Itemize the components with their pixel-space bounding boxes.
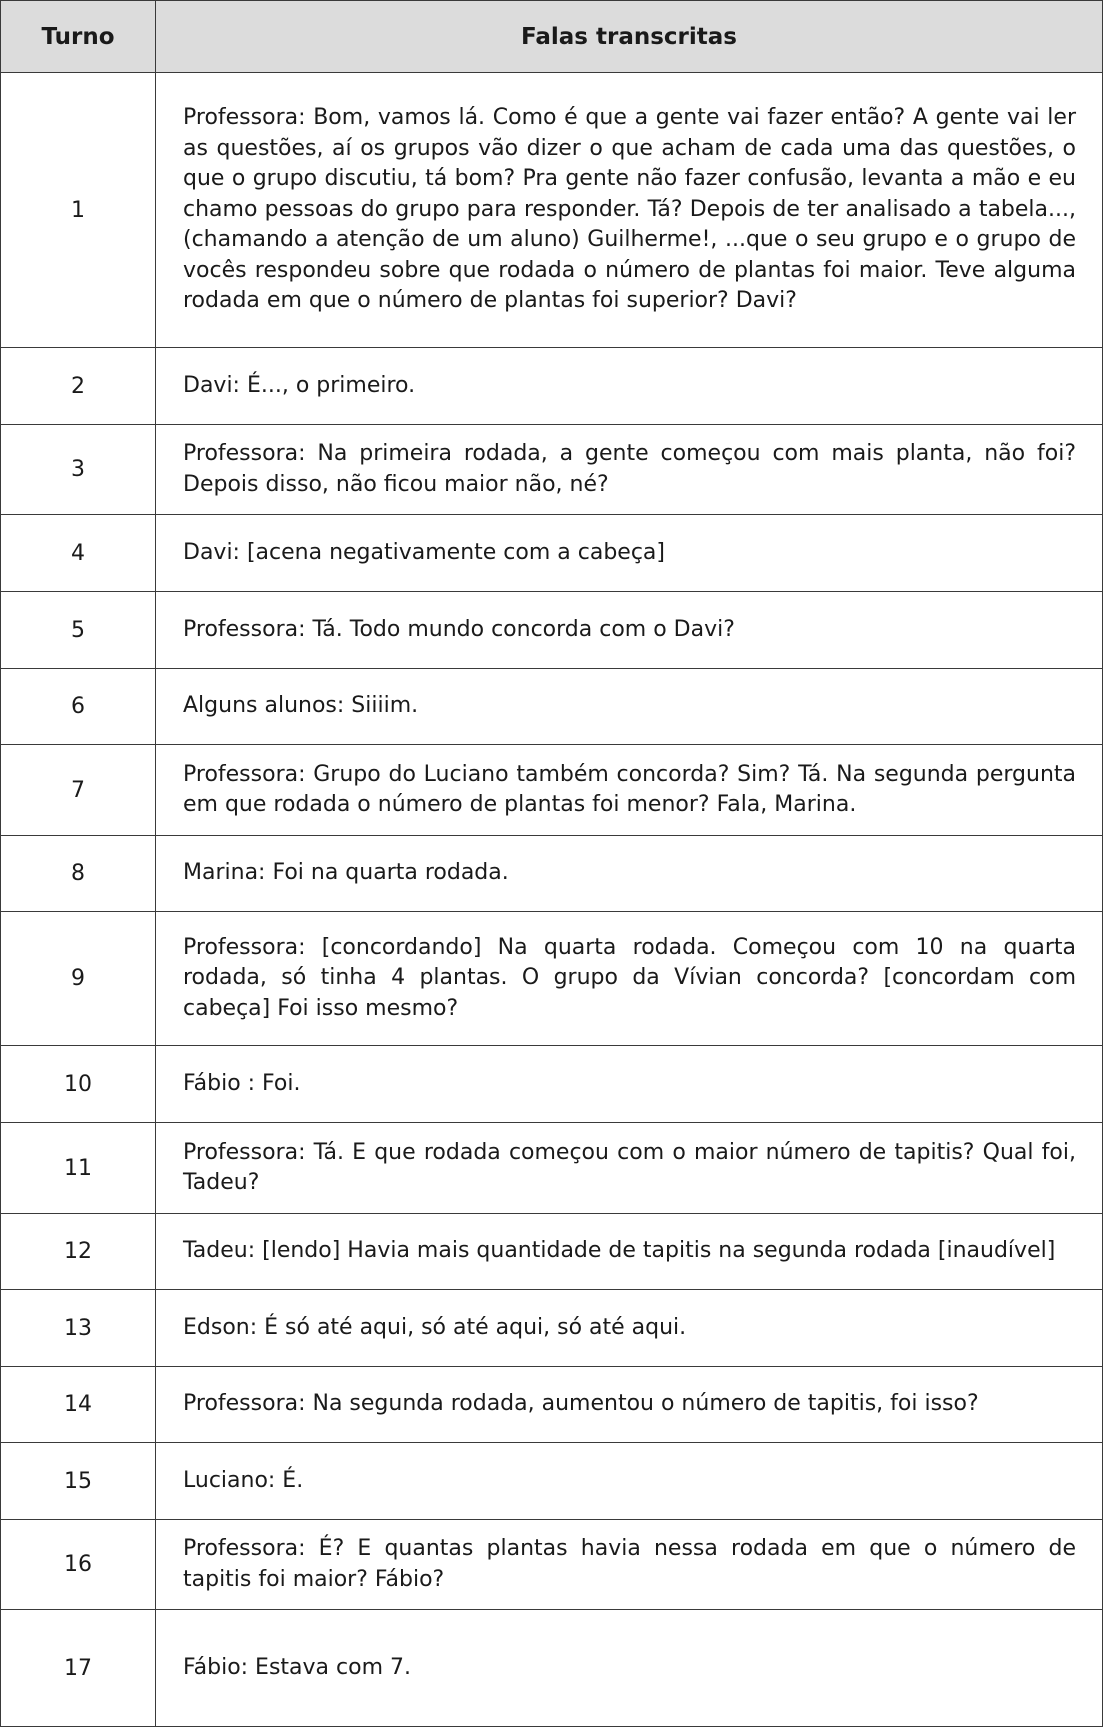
speech-text: Marina: Foi na quarta rodada. [156,836,1103,912]
table-row [1,1046,1103,1123]
speech-text: Professora: É? E quantas plantas havia nessa rodada em que o número de tapitis foi maior? Fábio? [156,1520,1103,1610]
turn-number: 11 [1,1123,156,1214]
turn-number: 13 [1,1290,156,1367]
speech-text: Luciano: É. [156,1443,1103,1520]
turn-number: 8 [1,836,156,912]
header-transcribed-speech: Falas transcritas [156,1,1103,73]
turn-number: 3 [1,425,156,515]
table-row [1,348,1103,425]
header-row [1,1,1103,73]
turn-number: 16 [1,1520,156,1610]
speech-text: Davi: É..., o primeiro. [156,348,1103,425]
turn-number: 10 [1,1046,156,1123]
speech-text: Professora: [concordando] Na quarta rodada. Começou com 10 na quarta rodada, só tinha 4 plantas. O grupo da Vívian concorda? [concordam com cabeça] Foi isso mesmo? [156,912,1103,1046]
speech-text: Tadeu: [lendo] Havia mais quantidade de tapitis na segunda rodada [inaudível] [156,1214,1103,1290]
speech-text: Professora: Na segunda rodada, aumentou o número de tapitis, foi isso? [156,1367,1103,1443]
speech-text: Professora: Grupo do Luciano também concorda? Sim? Tá. Na segunda pergunta em que rodada o número de plantas foi menor? Fala, Marina. [156,745,1103,836]
table-row [1,1520,1103,1610]
table-row [1,592,1103,669]
turn-number: 15 [1,1443,156,1520]
speech-text: Edson: É só até aqui, só até aqui, só até aqui. [156,1290,1103,1367]
table-row [1,1610,1103,1727]
turn-number: 12 [1,1214,156,1290]
turn-number: 2 [1,348,156,425]
header-turn: Turno [1,1,156,73]
turn-number: 5 [1,592,156,669]
turn-number: 4 [1,515,156,592]
table-row [1,73,1103,348]
table-row [1,425,1103,515]
turn-number: 14 [1,1367,156,1443]
table-row [1,1367,1103,1443]
speech-text: Fábio: Estava com 7. [156,1610,1103,1727]
speech-text: Professora: Tá. Todo mundo concorda com o Davi? [156,592,1103,669]
table-row [1,745,1103,836]
table-row [1,669,1103,745]
speech-text: Professora: Tá. E que rodada começou com o maior número de tapitis? Qual foi, Tadeu? [156,1123,1103,1214]
table-row [1,515,1103,592]
turn-number: 1 [1,73,156,348]
turn-number: 9 [1,912,156,1046]
table-row [1,912,1103,1046]
speech-text: Professora: Na primeira rodada, a gente começou com mais planta, não foi? Depois disso, não ficou maior não, né? [156,425,1103,515]
turn-number: 17 [1,1610,156,1727]
speech-text: Alguns alunos: Siiiim. [156,669,1103,745]
table-row [1,1290,1103,1367]
speech-text: Fábio : Foi. [156,1046,1103,1123]
speech-text: Davi: [acena negativamente com a cabeça] [156,515,1103,592]
table-row [1,836,1103,912]
table-row [1,1214,1103,1290]
speech-text: Professora: Bom, vamos lá. Como é que a gente vai fazer então? A gente vai ler as questões, aí os grupos vão dizer o que acham de cada uma das questões, o que o grupo discutiu, tá bom? Pra gente não fazer confusão, levanta a mão e eu chamo pessoas do grupo para responder. Tá? Depois de ter analisado a tabela..., (chamando a atenção de um aluno) Guilherme!, ...que o seu grupo e o grupo de vocês respondeu sobre que rodada o número de plantas foi maior. Teve alguma rodada em que o número de plantas foi superior? Davi? [156,73,1103,348]
turn-number: 7 [1,745,156,836]
table-row [1,1123,1103,1214]
turn-number: 6 [1,669,156,745]
table-row [1,1443,1103,1520]
